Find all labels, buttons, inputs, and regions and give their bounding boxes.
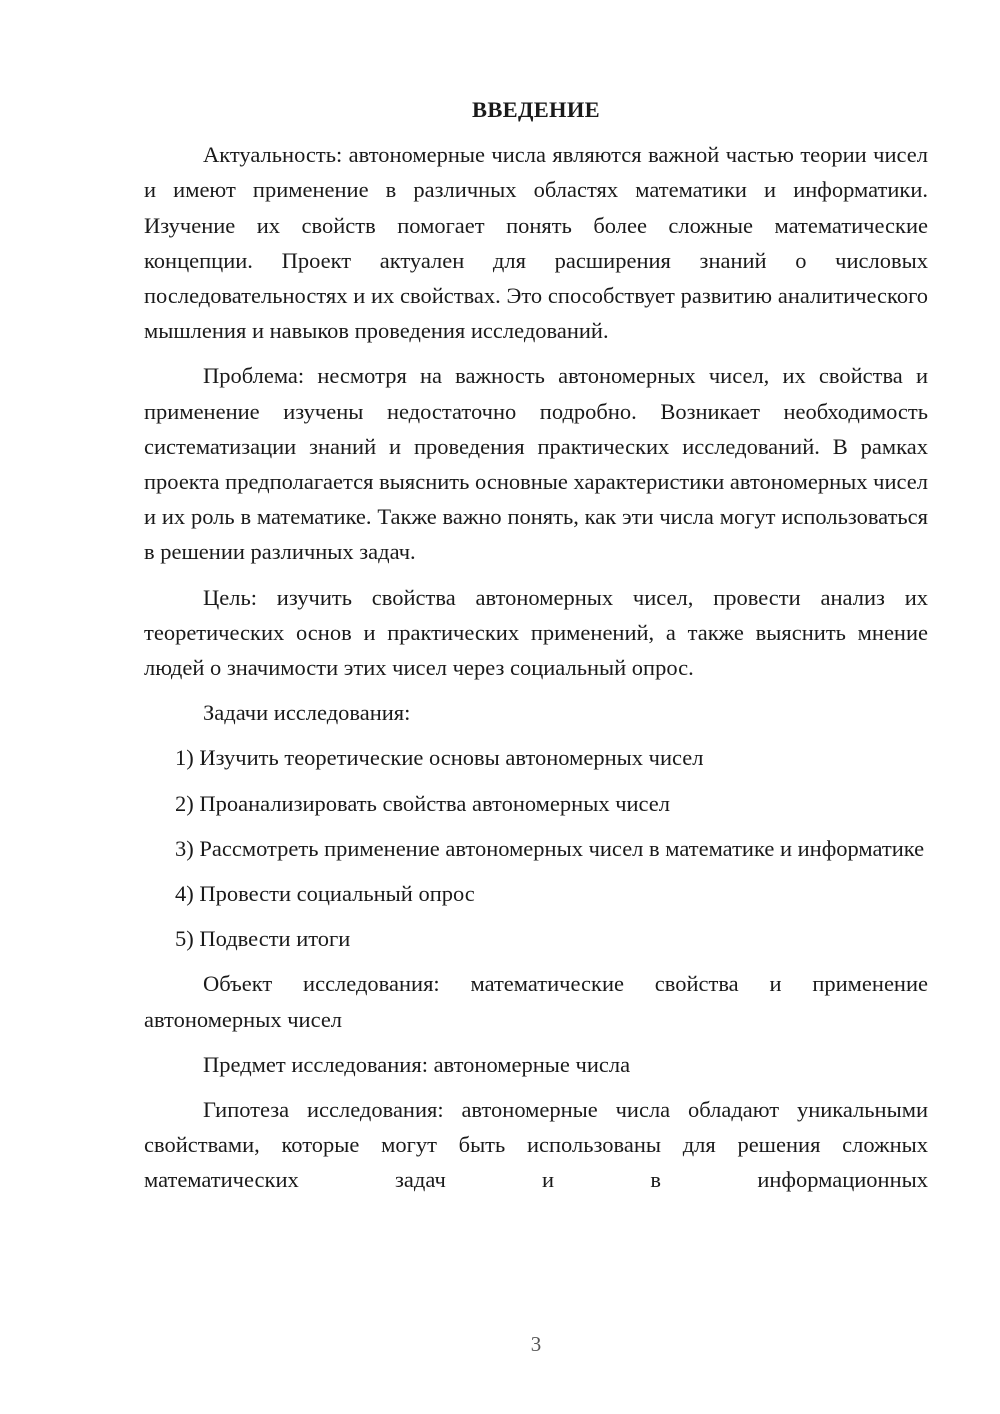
task-item: 4) Провести социальный опрос — [175, 881, 475, 907]
task-item: 1) Изучить теоретические основы автономерных чисел — [175, 745, 704, 771]
paragraph-goal: Цель: изучить свойства автономерных чисел, провести анализ их теоретических основ и практических применений, а также выяснить мнение людей о значимости этих чисел через социальный опрос. — [144, 584, 928, 681]
page-number: 3 — [530, 1332, 542, 1356]
paragraph-relevance: Актуальность: автономерные числа являются важной частью теории чисел и имеют применение в различных областях математики и информатики. Изучение их свойств помогает понять более сложные математические концепции. Проект актуален для расширения знаний о числовых последовательностях и их свойствах. Это способствует развитию аналитического мышления и навыков проведения исследований. — [144, 142, 928, 344]
paragraph-problem: Проблема: несмотря на важность автономерных чисел, их свойства и применение изучены недостаточно подробно. Возникает необходимость систематизации знаний и проведения практических исследований. В рамках проекта предполагается выяснить основные характеристики автономерных чисел и их роль в математике. Также важно понять, как эти числа могут использоваться в решении различных задач. — [144, 363, 928, 565]
paragraph-tasks-heading: Задачи исследования: — [203, 700, 411, 726]
task-item: 2) Проанализировать свойства автономерных чисел — [175, 790, 671, 816]
task-item: 5) Подвести итоги — [175, 926, 351, 952]
task-item: 3) Рассмотреть применение автономерных чисел в математике и информатике — [175, 835, 925, 861]
paragraph-subject: Предмет исследования: автономерные числа — [203, 1051, 631, 1077]
page-content — [144, 92, 928, 1208]
page-title: ВВЕДЕНИЕ — [472, 97, 600, 122]
paragraph-hypothesis: Гипотеза исследования: автономерные числа обладают уникальными свойствами, которые могут быть использованы для решения сложных математических задач и в информационных — [144, 1097, 928, 1193]
paragraph-object: Объект исследования: математические свойства и применение автономерных чисел — [144, 971, 928, 1032]
